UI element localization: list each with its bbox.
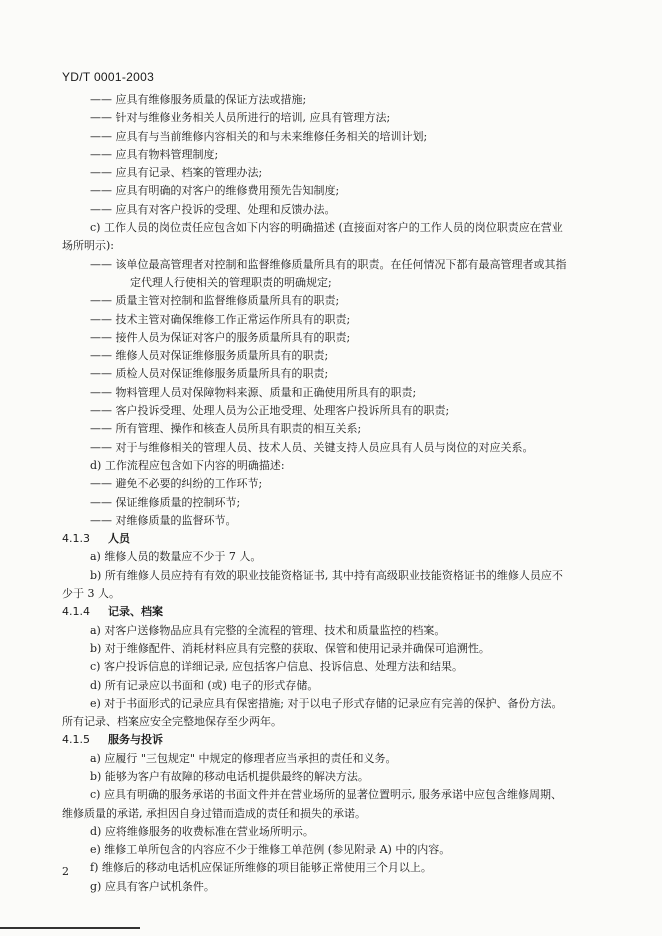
paragraph: d) 所有记录应以书面和 (或) 电子的形式存储。	[90, 678, 319, 692]
paragraph: e) 对于书面形式的记录应具有保密措施; 对于以电子形式存储的记录应有完善的保护、备份方法。	[90, 696, 563, 710]
paragraph: 场所明示):	[62, 239, 114, 253]
list-item: —— 应具有记录、档案的管理办法;	[90, 166, 263, 180]
list-item: —— 应具有物料管理制度;	[90, 147, 219, 161]
list-item: —— 保证维修质量的控制环节;	[90, 495, 241, 509]
list-item: —— 应具有对客户投诉的受理、处理和反馈办法。	[90, 202, 336, 216]
footer-rule	[0, 927, 140, 929]
list-item: —— 质量主管对控制和监督维修质量所具有的职责;	[90, 294, 340, 308]
paragraph: d) 工作流程应包含如下内容的明确描述:	[90, 458, 285, 472]
list-item: —— 应具有维修服务质量的保证方法或措施;	[90, 93, 307, 106]
section-number: 4.1.4	[62, 605, 90, 619]
paragraph: b) 对于维修配件、消耗材料应具有完整的获取、保管和使用记录并确保可追溯性。	[90, 641, 490, 655]
paragraph: a) 应履行 "三包规定" 中规定的修理者应当承担的责任和义务。	[90, 751, 397, 765]
section-title: 记录、档案	[108, 605, 163, 619]
list-item: —— 对维修质量的监督环节。	[90, 513, 237, 527]
list-item: —— 针对与维修业务相关人员所进行的培训, 应具有管理方法;	[90, 111, 391, 125]
list-item: —— 物料管理人员对保障物料来源、质量和正确使用所具有的职责;	[90, 385, 417, 399]
list-item: —— 避免不必要的纠纷的工作环节;	[90, 477, 263, 491]
page-number: 2	[62, 865, 69, 878]
paragraph: 维修质量的承诺, 承担因自身过错而造成的责任和损失的承诺。	[62, 806, 366, 820]
list-item: —— 维修人员对保证维修服务质量所具有的职责;	[90, 349, 329, 363]
paragraph: 少于 3 人。	[62, 587, 120, 601]
paragraph: e) 维修工单所包含的内容应不少于维修工单范例 (参见附录 A) 中的内容。	[90, 843, 451, 857]
paragraph: 所有记录、档案应安全完整地保存至少两年。	[62, 715, 282, 729]
section-title: 人员	[108, 532, 130, 546]
section-number: 4.1.3	[62, 532, 90, 546]
paragraph: d) 应将维修服务的收费标准在营业场所明示。	[90, 824, 314, 838]
paragraph: b) 所有维修人员应持有有效的职业技能资格证书, 其中持有高级职业技能资格证书的维修人员应不	[90, 568, 563, 582]
list-item: —— 对于与维修相关的管理人员、技术人员、关键支持人员应具有人员与岗位的对应关系。	[90, 440, 534, 454]
paragraph: c) 客户投诉信息的详细记录, 应包括客户信息、投诉信息、处理方法和结果。	[90, 660, 463, 674]
list-item: —— 该单位最高管理者对控制和监督维修质量所具有的职责。在任何情况下都有最高管理者或其指	[90, 257, 567, 271]
paragraph: g) 应具有客户试机条件。	[90, 879, 215, 893]
list-item-continuation: 定代理人行使相关的管理职责的明确规定;	[130, 275, 332, 289]
list-item: —— 应具有与当前维修内容相关的和与未来维修任务相关的培训计划;	[90, 129, 428, 143]
list-item: —— 应具有明确的对客户的维修费用预先告知制度;	[90, 184, 340, 198]
section-heading	[62, 731, 610, 749]
paragraph: f) 维修后的移动电话机应保证所维修的项目能够正常使用三个月以上。	[90, 861, 432, 875]
list-item: —— 接件人员为保证对客户的服务质量所具有的职责;	[90, 330, 351, 344]
section-heading	[62, 603, 610, 621]
paragraph: c) 工作人员的岗位责任应包含如下内容的明确描述 (直接面对客户的工作人员的岗位职责应在营业	[90, 221, 563, 235]
document-body	[62, 91, 610, 896]
paragraph: a) 对客户送修物品应具有完整的全流程的管理、技术和质量监控的档案。	[90, 623, 446, 637]
paragraph: b) 能够为客户有故障的移动电话机提供最终的解决方法。	[90, 769, 369, 783]
section-title: 服务与投诉	[108, 733, 163, 747]
paragraph: a) 维修人员的数量应不少于 7 人。	[90, 550, 262, 564]
section-number: 4.1.5	[62, 733, 90, 747]
list-item: —— 质检人员对保证维修服务质量所具有的职责;	[90, 367, 329, 381]
list-item: —— 所有管理、操作和核查人员所具有职责的相互关系;	[90, 422, 362, 436]
standard-code: YD/T 0001-2003	[62, 70, 155, 84]
list-item: —— 技术主管对确保维修工作正常运作所具有的职责;	[90, 312, 351, 326]
section-heading	[62, 530, 610, 548]
paragraph: c) 应具有明确的服务承诺的书面文件并在营业场所的显著位置明示, 服务承诺中应包含维修周期、	[90, 788, 562, 802]
list-item: —— 客户投诉受理、处理人员为公正地受理、处理客户投诉所具有的职责;	[90, 404, 450, 418]
